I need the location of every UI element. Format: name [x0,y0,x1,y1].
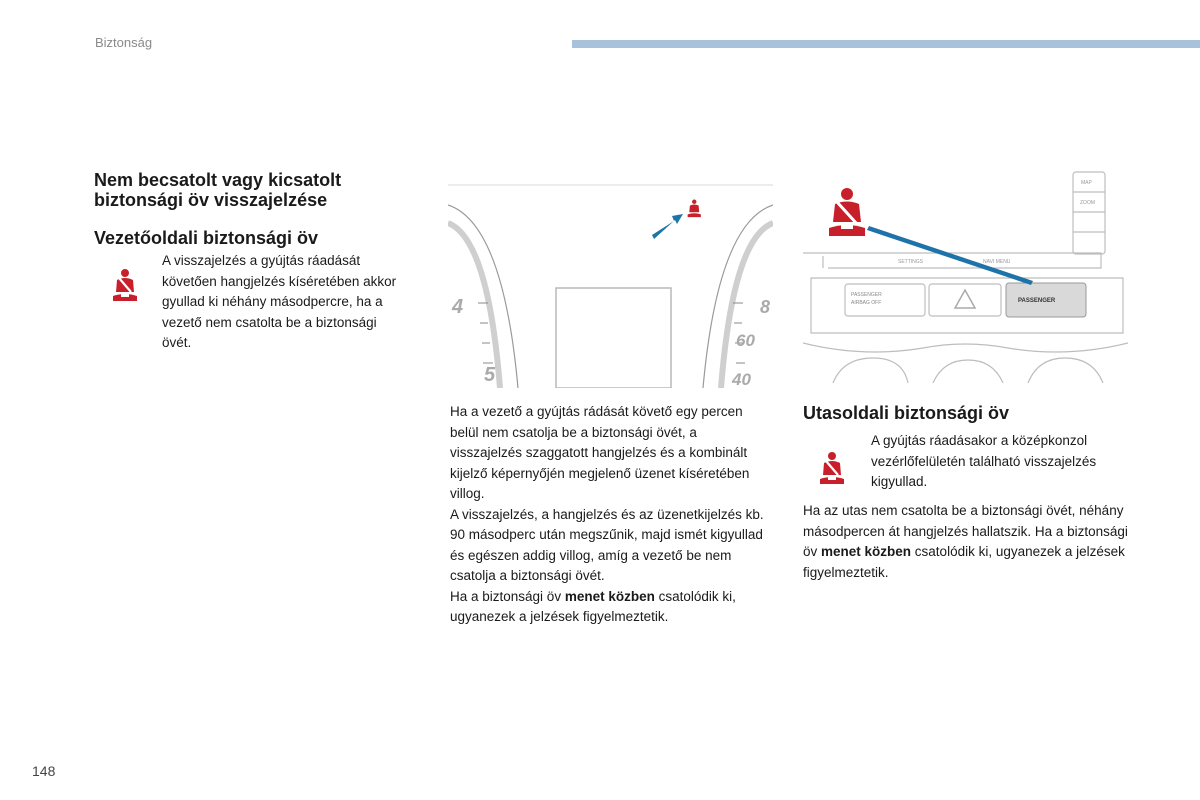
passenger-heading: Utasoldali biztonsági öv [803,403,1010,423]
section-label: Biztonság [95,35,153,50]
gauge-label-8: 8 [760,297,771,317]
console-passenger-top-label: PASSENGER [851,292,882,298]
pointer-arrow-icon [867,226,1033,285]
gauge-label-40: 40 [732,370,751,388]
driver-text: A visszajelzés a gyújtás ráadását követően hangjelzés kíséretében akkor gyullad ki néhány másodpercre, ha a vezető nem csatolta be a biztonsági övét. [162,253,397,350]
gauge-label-4: 4 [452,296,464,318]
hazard-icon [955,290,975,308]
middle-paragraph-1: Ha a vezető a gyújtás rádását követő egy percen belül nem csatolja be a biztonsági övét, a visszajelzés szaggatott hangjelzés és a kombinált kijelző képernyőjén megjelenő üzenet kíséretében villog. [450,404,750,501]
console-settings-label: SETTINGS [898,259,924,265]
console-nav-label: NAVI MENU [983,259,1011,265]
page-number: 148 [32,763,56,779]
seatbelt-warning-icon [829,188,865,236]
passenger-intro: A gyújtás ráadásakor a középkonzol vezérlőfelületén található visszajelzés kigyullad. [871,433,1097,489]
middle-paragraph-3: Ha a biztonsági öv menet közben csatolódik ki, ugyanezek a jelzések figyelmeztetik. [450,588,736,624]
middle-text [450,402,770,628]
console-zoom-label: ZOOM [1080,200,1095,206]
console-map-label: MAP [1081,180,1092,186]
console-airbag-label: AIRBAG OFF [851,300,882,306]
gauge-label-60: 60 [736,331,755,350]
passenger-text: Ha az utas nem csatolta be a biztonsági övét, néhány másodpercen át hangjelzés hallatszik. Ha a biztonsági öv menet közben csatolódik ki, ugyanezek a jelzések figyelmeztetik. [803,503,1128,580]
center-console-illustration [803,168,1128,388]
seatbelt-warning-icon [817,451,847,485]
pointer-arrow-icon [652,214,683,239]
header-rule [572,40,1200,48]
seatbelt-warning-icon [688,200,701,218]
seatbelt-warning-icon [110,268,140,302]
page-title: Nem becsatolt vagy kicsatolt biztonsági öv visszajelzése [94,170,342,210]
passenger-button-label: PASSENGER [1018,298,1056,304]
instrument-cluster-illustration [448,183,773,388]
driver-heading: Vezetőoldali biztonsági öv [94,228,319,248]
gauge-label-5: 5 [484,364,496,386]
middle-paragraph-2: A visszajelzés, a hangjelzés és az üzenetkijelzés kb. 90 másodperc után megszűnik, majd ismét kigyullad és egészen addig villog, amíg a vezető be nem csatolja a biztonsági övét. [450,506,764,583]
